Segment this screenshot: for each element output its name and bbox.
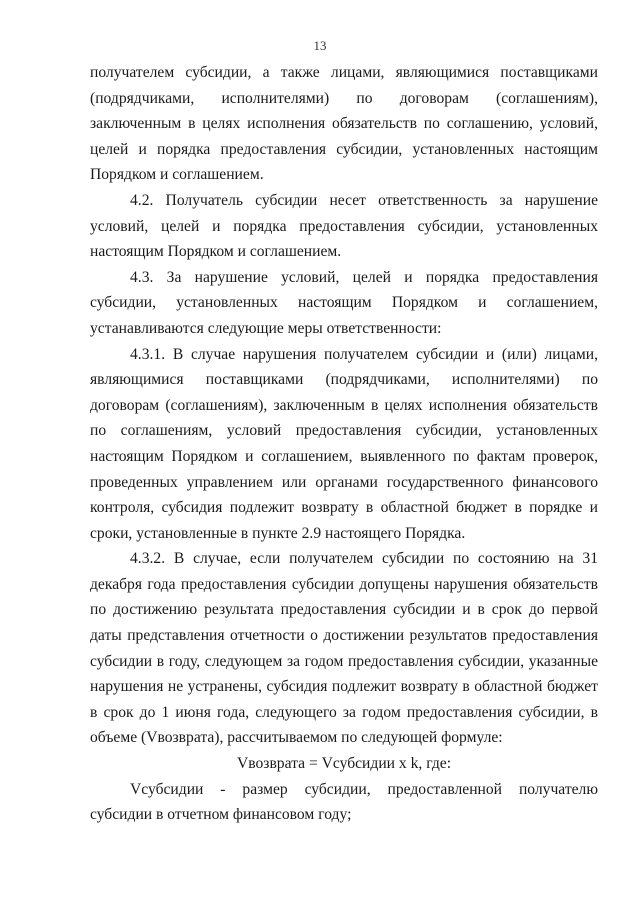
paragraph-continuation: получателем субсидии, а также лицами, являющимися поставщиками (подрядчиками, исполнителями) по договорам (соглашениям), заключенным в целях исполнения обязательств по соглашению, условий, целей и порядка предоставления субсидии, установленных настоящим Порядком и соглашением. bbox=[90, 64, 598, 184]
document-body bbox=[90, 60, 598, 828]
paragraph-4-3: 4.3. За нарушение условий, целей и порядка предоставления субсидии, установленных настоящим Порядком и соглашением, устанавливаются следующие меры ответственности: bbox=[90, 268, 598, 337]
page-number: 13 bbox=[313, 38, 327, 53]
paragraph-4-3-2: 4.3.2. В случае, если получателем субсидии по состоянию на 31 декабря года предоставления субсидии допущены нарушения обязательств по достижению результата предоставления субсидии и в срок до первой даты представления отчетности о достижении результатов предоставления субсидии в году, следующем за годом предоставления субсидии, указанные нарушения не устранены, субсидия подлежит возврату в областной бюджет в срок до 1 июня года, следующего за годом предоставления субсидии, в объеме (Vвозврата), рассчитываемом по следующей формуле: bbox=[90, 550, 598, 747]
paragraph-4-2: 4.2. Получатель субсидии несет ответственность за нарушение условий, целей и порядка предоставления субсидии, установленных настоящим Порядком и соглашением. bbox=[90, 191, 598, 261]
paragraph-4-3-1: 4.3.1. В случае нарушения получателем субсидии и (или) лицами, являющимися поставщиками (подрядчиками, исполнителями) по договорам (соглашениям), заключенным в целях исполнения обязательств по соглашениям, условий предоставления субсидии, установленных настоящим Порядком и соглашением, выявленного по фактам проверок, проведенных управлением или органами государственного финансового контроля, субсидия подлежит возврату в областной бюджет в порядке и сроки, установленные в пункте 2.9 настоящего Порядка. bbox=[90, 345, 598, 542]
formula: Vвозврата = Vсубсидии x k, где: bbox=[236, 755, 452, 773]
paragraph-definition: Vсубсидии - размер субсидии, предоставленной получателю субсидии в отчетном финансовом году; bbox=[90, 780, 598, 824]
